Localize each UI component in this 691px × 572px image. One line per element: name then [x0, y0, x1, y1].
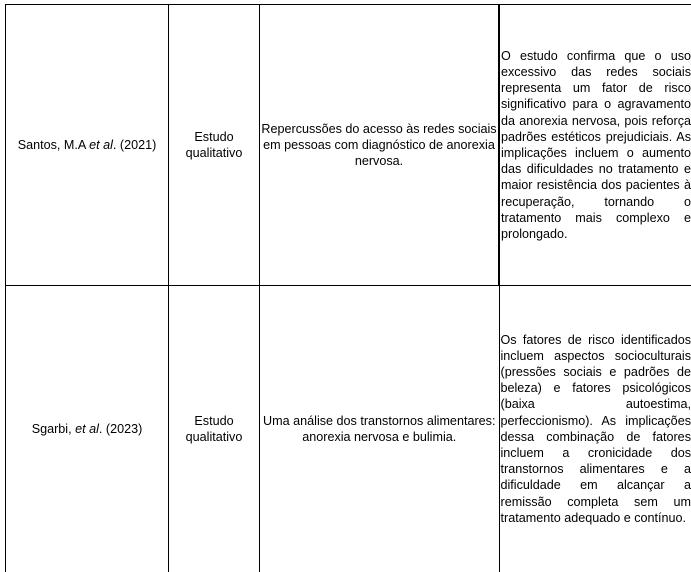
table-row — [6, 5, 691, 286]
study-design-cell: Estudo qualitativo — [169, 5, 260, 286]
literature-review-table — [5, 4, 691, 572]
author-cell — [6, 286, 169, 572]
author-name: Sgarbi, — [32, 422, 75, 436]
findings-cell: O estudo confirma que o uso excessivo das redes sociais representa um fator de risco significativo para o agravamento da anorexia nervosa, pois reforça padrões estéticos prejudiciais. As implicações incluem o aumento das dificuldades no tratamento e maior resistência dos pacientes à recuperação, tornando o tratamento mais complexo e prolongado. — [499, 5, 691, 286]
author-cell — [6, 5, 169, 286]
table-row — [6, 286, 691, 572]
author-name: Santos, M.A — [18, 138, 89, 152]
author-year: . (2021) — [113, 138, 156, 152]
author-et-al: et al — [75, 422, 99, 436]
study-title-cell: Uma análise dos transtornos alimentares: anorexia nervosa e bulimia. — [260, 286, 500, 572]
study-design-cell: Estudo qualitativo — [169, 286, 260, 572]
study-title-cell: Repercussões do acesso às redes sociais em pessoas com diagnóstico de anorexia nervosa. — [260, 5, 500, 286]
findings-cell: Os fatores de risco identificados incluem aspectos socioculturais (pressões sociais e padrões de beleza) e fatores psicológicos (baixa autoestima, perfeccionismo). As implicações dessa combinação de fatores incluem a cronicidade dos transtornos alimentares e a dificuldade em alcançar a remissão completa sem um tratamento adequado e contínuo. — [499, 286, 691, 572]
author-et-al: et al — [89, 138, 113, 152]
author-year: . (2023) — [99, 422, 142, 436]
